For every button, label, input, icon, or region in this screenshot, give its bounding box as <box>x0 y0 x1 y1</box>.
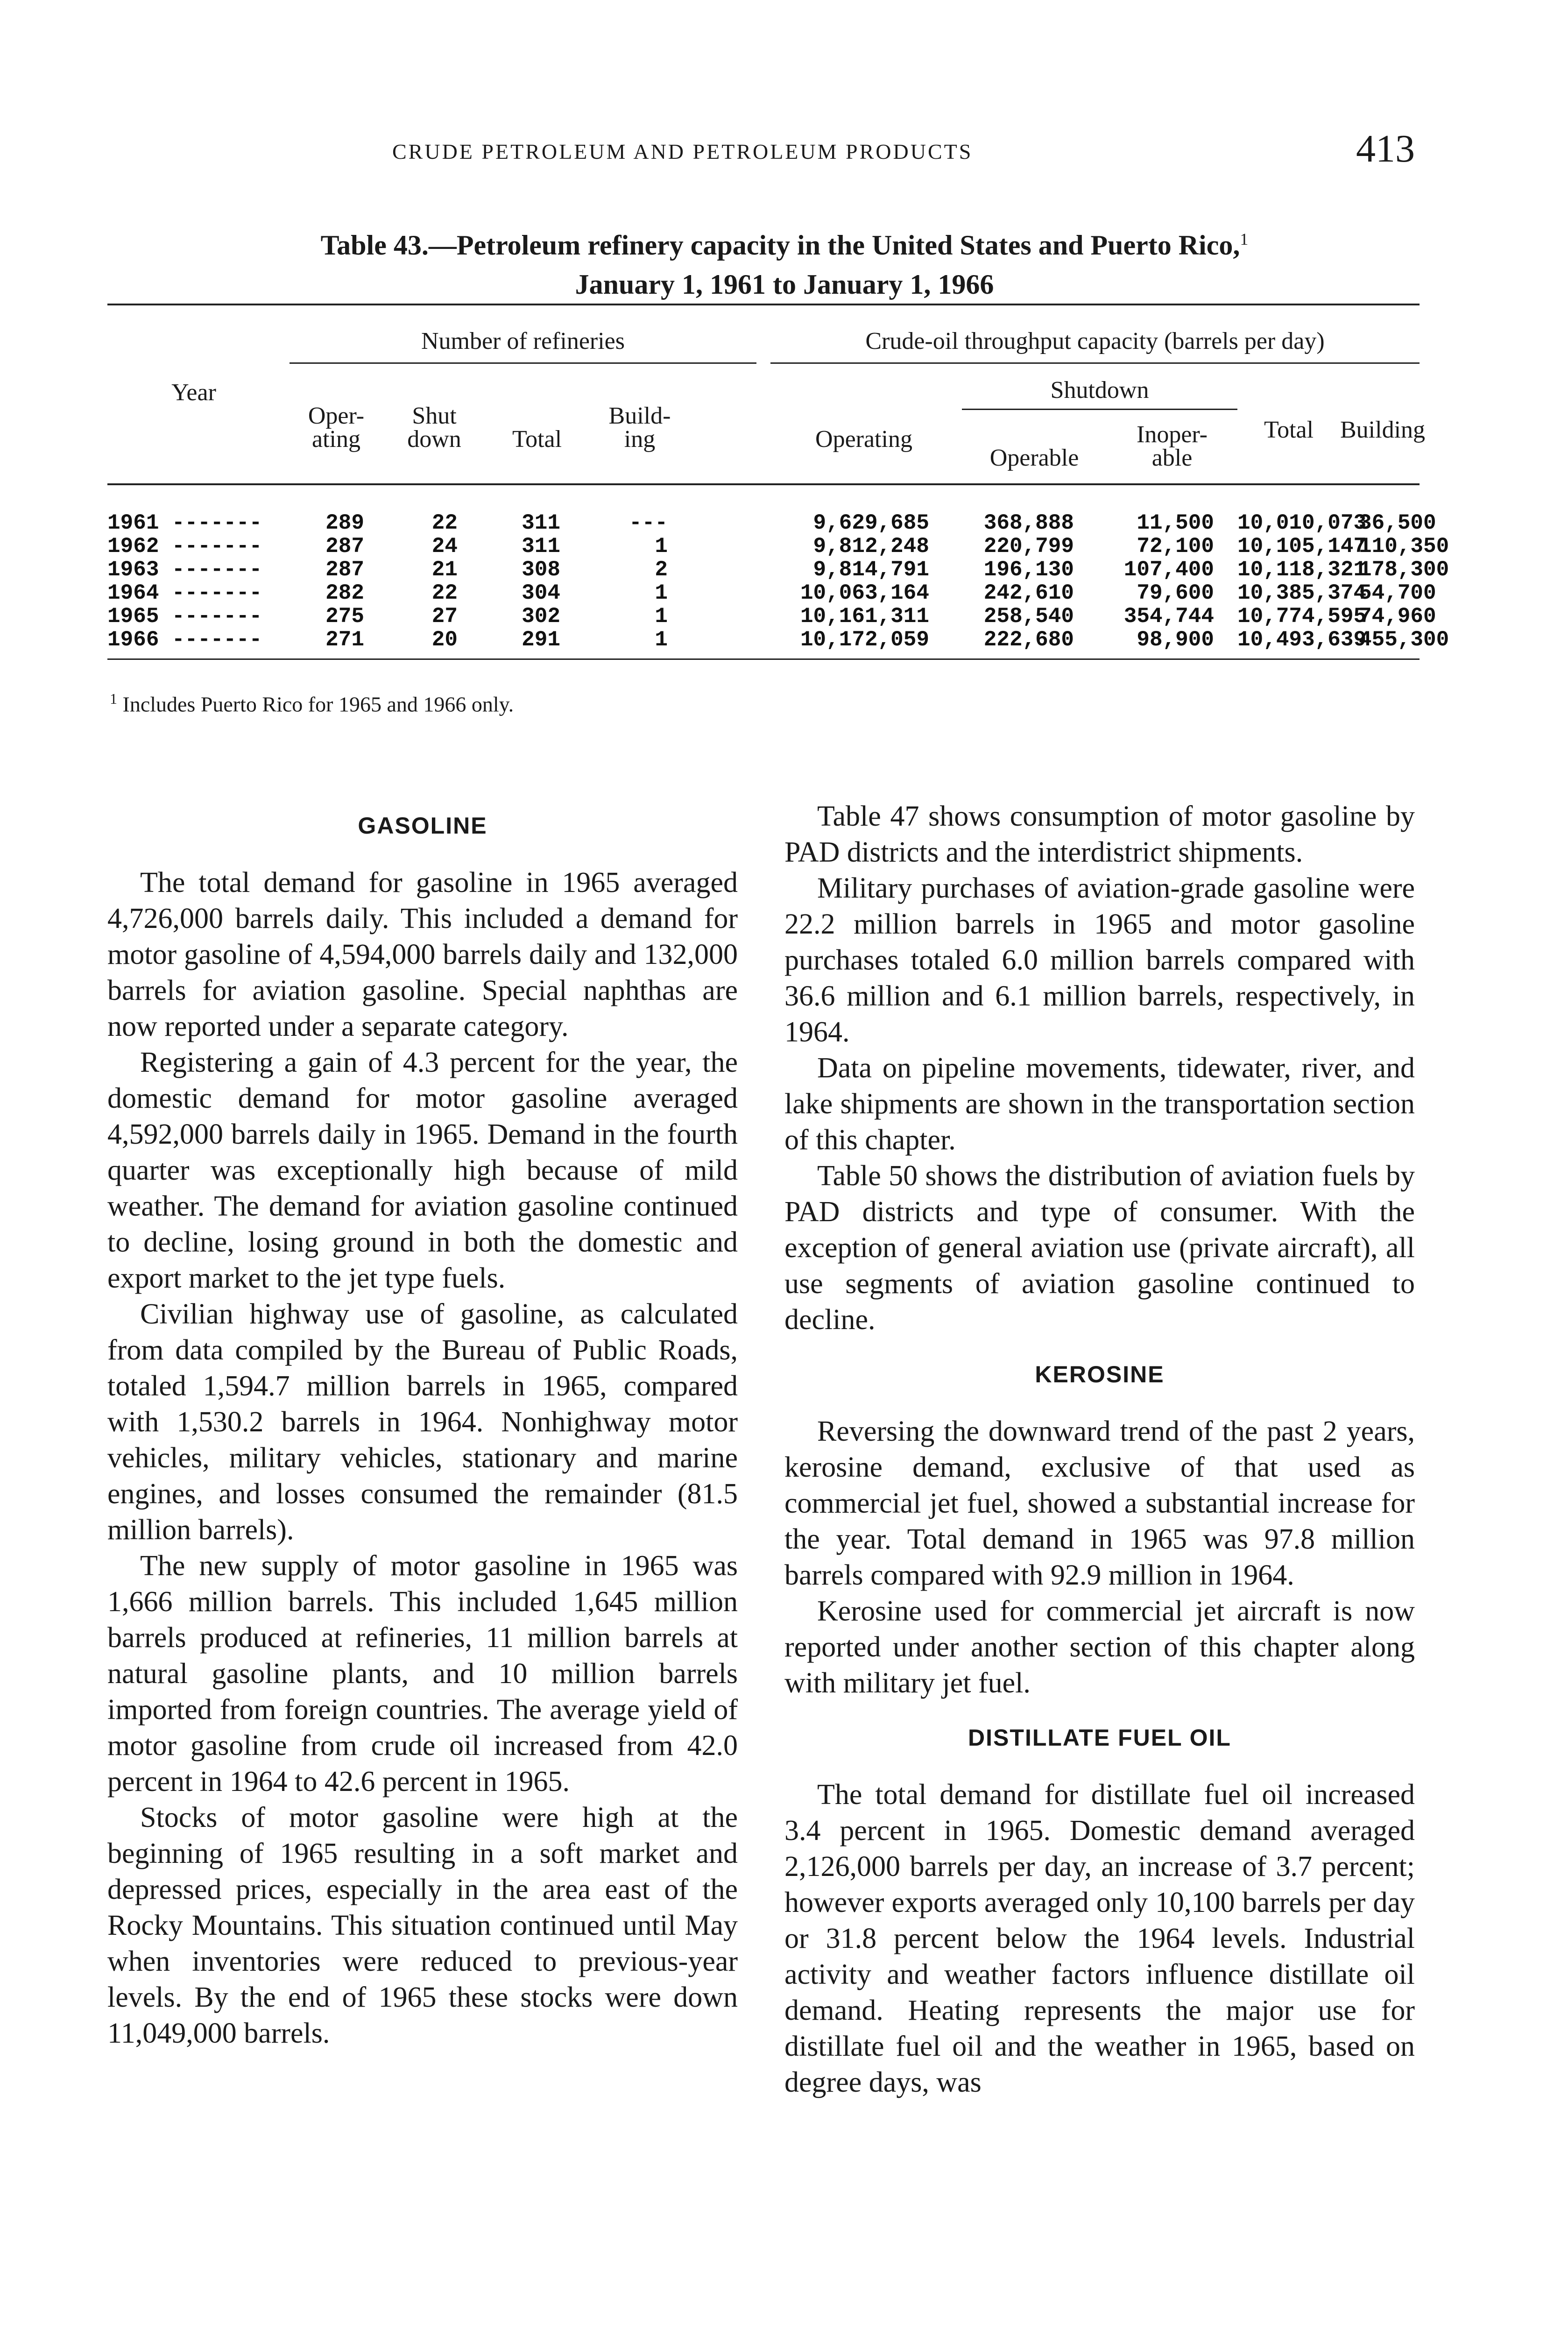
heading-gasoline: GASOLINE <box>358 813 487 839</box>
row1963-total: 308 <box>522 558 560 582</box>
col-shutdown-group: Shutdown <box>1050 377 1149 403</box>
row1962-inoperable: 72,100 <box>1137 534 1214 559</box>
row1966-capacity-operating: 10,172,059 <box>800 628 929 652</box>
row1961-capacity-total: 10,010,073 <box>1237 511 1367 535</box>
footnote-text: Includes Puerto Rico for 1965 and 1966 only. <box>117 692 514 716</box>
right-paragraph-4: Table 50 shows the distribution of aviation fuels by PAD districts and type of consumer. With the exception of general aviation use (private aircraft), all use segments of aviation gasoline continued to decline. <box>784 1160 1415 1336</box>
row1964-shut: 22 <box>431 581 458 605</box>
row1961-year: 1961 ------- <box>107 511 262 535</box>
row1965-capacity-building: 74,960 <box>1359 604 1436 629</box>
row1966-capacity-building: 455,300 <box>1359 628 1449 652</box>
row1966-total: 291 <box>522 628 560 652</box>
row1962-capacity-building: 110,350 <box>1359 534 1449 559</box>
row1965-operable: 258,540 <box>983 604 1074 629</box>
shutdown-rule <box>962 409 1237 410</box>
running-head <box>103 126 1448 177</box>
row1962-building: 1 <box>655 534 668 559</box>
row1964-total: 304 <box>522 581 560 605</box>
row1964-capacity-building: 54,700 <box>1359 581 1436 605</box>
row1966-operating: 271 <box>325 628 364 652</box>
row1961-capacity-operating: 9,629,685 <box>813 511 929 535</box>
gasoline-paragraph-5: Stocks of motor gasoline were high at the beginning of 1965 resulting in a soft market and depressed prices, especially in the area east of the Rocky Mountains. This situation continued until May when inventories were reduced to previous-year levels. By the end of 1965 these stocks were down 11,049,000 barrels. <box>107 1802 738 2049</box>
row1964-inoperable: 79,600 <box>1137 581 1214 605</box>
col-shut-2: down <box>407 426 461 453</box>
row1964-building: 1 <box>655 581 668 605</box>
row1963-capacity-total: 10,118,321 <box>1237 558 1367 582</box>
row1962-capacity-operating: 9,812,248 <box>813 534 929 559</box>
row1962-operable: 220,799 <box>983 534 1074 559</box>
row1962-capacity-total: 10,105,147 <box>1237 534 1367 559</box>
footnote-mark: 1 <box>110 690 117 707</box>
row1966-building: 1 <box>655 628 668 652</box>
right-paragraph-2: Military purchases of aviation-grade gasoline were 22.2 million barrels in 1965 and motor gasoline purchases totaled 6.0 million barrels compared with 36.6 million and 6.1 million barrels, respectively, in 1964. <box>784 872 1415 1048</box>
left-text-column <box>107 808 738 2052</box>
col-inoperable-2: able <box>1151 445 1193 471</box>
row1961-capacity-building: 36,500 <box>1359 511 1436 535</box>
spacer <box>784 1338 1415 1357</box>
col-operating-1: Oper- <box>308 403 365 429</box>
gasoline-paragraph-2: Registering a gain of 4.3 percent for the year, the domestic demand for motor gasoline averaged 4,592,000 barrels daily in 1965. Demand in the fourth quarter was exceptionally high because of mild weather. The demand for aviation gasoline continued to decline, losing ground in both the domestic and export market to the jet type fuels. <box>107 1047 738 1294</box>
col-shut-1: Shut <box>412 403 457 429</box>
col-capacity-operating: Operating <box>815 426 912 453</box>
distillate-paragraph-1: The total demand for distillate fuel oil increased 3.4 percent in 1965. Domestic demand averaged 2,126,000 barrels per day, an increase of 3.7 percent; however exports averaged only 10,100 barrels per day or 31.8 percent below the 1964 levels. Industrial activity and weather factors influence distillate oil demand. Heating represents the major use for distillate fuel oil and the weather in 1965, based on degree days, was <box>784 1779 1415 2098</box>
col-capacity-building: Building <box>1340 417 1426 443</box>
row1963-shut: 21 <box>431 558 458 582</box>
col-operable: Operable <box>989 445 1079 471</box>
row1966-inoperable: 98,900 <box>1137 628 1214 652</box>
heading-distillate-fuel-oil: DISTILLATE FUEL OIL <box>968 1725 1231 1751</box>
row1961-total: 311 <box>522 511 560 535</box>
kerosine-paragraph-2: Kerosine used for commercial jet aircraft is now reported under another section of this chapter along with military jet fuel. <box>784 1595 1415 1699</box>
right-paragraph-3: Data on pipeline movements, tidewater, river, and lake shipments are shown in the transportation section of this chapter. <box>784 1052 1415 1156</box>
capacity-group-rule <box>770 362 1420 364</box>
row1963-operable: 196,130 <box>983 558 1074 582</box>
col-operating-2: ating <box>312 426 360 453</box>
row1966-shut: 20 <box>431 628 458 652</box>
row1964-operating: 282 <box>325 581 364 605</box>
gasoline-paragraph-1: The total demand for gasoline in 1965 averaged 4,726,000 barrels daily. This included a demand for motor gasoline of 4,594,000 barrels daily and 132,000 barrels for aviation gasoline. Special naphthas are now reported under a separate category. <box>107 867 738 1042</box>
right-text-column <box>784 799 1415 2101</box>
table-bottom-rule <box>107 658 1420 660</box>
kerosine-paragraph-1: Reversing the downward trend of the past 2 years, kerosine demand, exclusive of that used as commercial jet fuel, showed a substantial increase for the year. Total demand in 1965 was 97.8 million barrels compared with 92.9 million in 1964. <box>784 1415 1415 1591</box>
refineries-group-rule <box>290 362 756 364</box>
row1965-shut: 27 <box>431 604 458 629</box>
row1964-capacity-operating: 10,063,164 <box>800 581 929 605</box>
table-title <box>112 219 1457 304</box>
row1963-operating: 287 <box>325 558 364 582</box>
row1966-capacity-total: 10,493,639 <box>1237 628 1367 652</box>
row1963-capacity-operating: 9,814,791 <box>813 558 929 582</box>
row1962-operating: 287 <box>325 534 364 559</box>
right-paragraph-1: Table 47 shows consumption of motor gasoline by PAD districts and the interdistrict shipments. <box>784 800 1415 868</box>
gasoline-paragraph-3: Civilian highway use of gasoline, as calculated from data compiled by the Bureau of Public Roads, totaled 1,594.7 million barrels in 1965, compared with 1,530.2 barrels in 1964. Nonhighway motor vehicles, military vehicles, stationary and marine engines, and losses consumed the remainder (81.5 million barrels). <box>107 1298 738 1546</box>
running-title: CRUDE PETROLEUM AND PETROLEUM PRODUCTS <box>392 140 973 163</box>
row1965-inoperable: 354,744 <box>1123 604 1214 629</box>
row1962-total: 311 <box>522 534 560 559</box>
heading-kerosine: KEROSINE <box>1035 1361 1165 1387</box>
col-capacity-total: Total <box>1264 417 1314 443</box>
table-title-note-mark: 1 <box>1240 230 1249 248</box>
row1961-operating: 289 <box>325 511 364 535</box>
row1961-inoperable: 11,500 <box>1137 511 1214 535</box>
row1965-building: 1 <box>655 604 668 629</box>
col-year: Year <box>171 379 216 406</box>
row1963-inoperable: 107,400 <box>1123 558 1214 582</box>
row1961-shut: 22 <box>431 511 458 535</box>
table-title-line1: Table 43.—Petroleum refinery capacity in the United States and Puerto Rico, <box>320 230 1240 261</box>
gasoline-paragraph-4: The new supply of motor gasoline in 1965 was 1,666 million barrels. This included 1,645 million barrels produced at refineries, 11 million barrels at natural gasoline plants, and 10 million barrels imported from foreign countries. The average yield of motor gasoline from crude oil increased from 42.0 percent in 1964 to 42.6 percent in 1965. <box>107 1550 738 1797</box>
col-building-1: Build- <box>608 403 671 429</box>
row1962-year: 1962 ------- <box>107 534 262 559</box>
page-number: 413 <box>1356 127 1415 170</box>
col-inoperable-1: Inoper- <box>1137 421 1208 448</box>
spacer <box>784 1701 1415 1720</box>
group-crude-oil-capacity: Crude-oil throughput capacity (barrels per day) <box>865 328 1325 354</box>
row1965-total: 302 <box>522 604 560 629</box>
row1964-year: 1964 ------- <box>107 581 262 605</box>
col-building-2: ing <box>624 426 656 453</box>
row1961-building: --- <box>629 511 668 535</box>
row1963-building: 2 <box>655 558 668 582</box>
row1961-operable: 368,888 <box>983 511 1074 535</box>
row1965-year: 1965 ------- <box>107 604 262 629</box>
row1962-shut: 24 <box>431 534 458 559</box>
row1966-operable: 222,680 <box>983 628 1074 652</box>
row1963-year: 1963 ------- <box>107 558 262 582</box>
table-top-rule <box>107 304 1420 305</box>
row1964-capacity-total: 10,385,374 <box>1237 581 1367 605</box>
row1966-year: 1966 ------- <box>107 628 262 652</box>
group-number-of-refineries: Number of refineries <box>421 328 625 354</box>
col-total: Total <box>512 426 562 453</box>
row1965-operating: 275 <box>325 604 364 629</box>
row1963-capacity-building: 178,300 <box>1359 558 1449 582</box>
header-bottom-rule <box>107 483 1420 485</box>
table-footnote <box>110 690 514 716</box>
row1964-operable: 242,610 <box>983 581 1074 605</box>
row1965-capacity-total: 10,774,595 <box>1237 604 1367 629</box>
row1965-capacity-operating: 10,161,311 <box>800 604 929 629</box>
table-title-line2: January 1, 1961 to January 1, 1966 <box>575 269 994 300</box>
